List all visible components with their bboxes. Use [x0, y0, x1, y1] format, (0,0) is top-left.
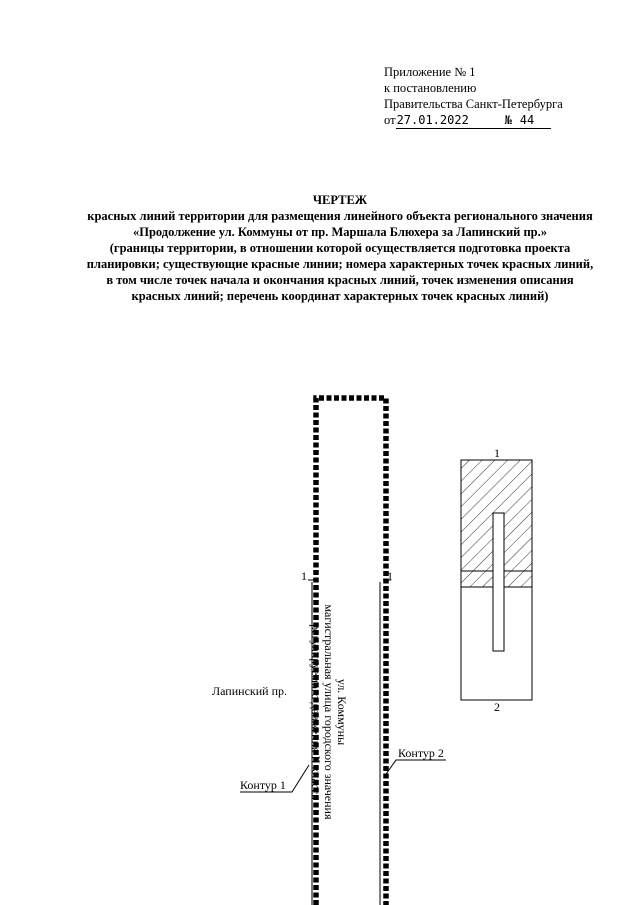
- appendix-line-1: Приложение № 1: [384, 65, 476, 79]
- heading-title: ЧЕРТЕЖ: [312, 193, 368, 207]
- legend-top-number: 1: [494, 446, 500, 460]
- legend-bottom-number: 2: [494, 700, 500, 714]
- appendix-line-3: Правительства Санкт-Петербурга: [384, 97, 563, 111]
- heading-line-4: планировки; существующие красные линии; номера характерных точек красных линий,: [86, 257, 594, 271]
- heading-line-3: (границы территории, в отношении которой осуществляется подготовка проекта: [109, 241, 571, 255]
- heading-line-6: красных линий; перечень координат характерных точек красных линий): [131, 289, 549, 303]
- heading-line-5: в том числе точек начала и окончания красных линий, точек изменения описания: [106, 273, 574, 287]
- number-label: №: [504, 113, 512, 127]
- point-label-right: 1: [387, 569, 393, 583]
- street-label-line-1: ул. Коммуны: [335, 678, 349, 746]
- resolution-date: 27.01.2022: [396, 112, 501, 129]
- street-label: [309, 562, 348, 862]
- appendix-line-2: к постановлению: [384, 81, 477, 95]
- point-label-left: 1: [301, 569, 307, 583]
- street-label-line-3: регулируемого движения II класса: [309, 624, 323, 800]
- contour-2-label: Контур 2: [398, 746, 444, 760]
- street-label-line-2: магистральная улица городского значения: [322, 604, 336, 820]
- legend-box: [461, 460, 532, 700]
- avenue-label: Лапинский пр.: [212, 684, 287, 698]
- resolution-number: 44: [519, 113, 535, 127]
- contour-2-leader: [384, 760, 446, 777]
- from-label: от: [384, 113, 396, 127]
- heading-line-2: «Продолжение ул. Коммуны от пр. Маршала Блюхера за Лапинский пр.»: [132, 225, 548, 239]
- contour-1-label: Контур 1: [240, 778, 286, 792]
- heading-line-1: красных линий территории для размещения линейного объекта регионального значения: [87, 209, 593, 223]
